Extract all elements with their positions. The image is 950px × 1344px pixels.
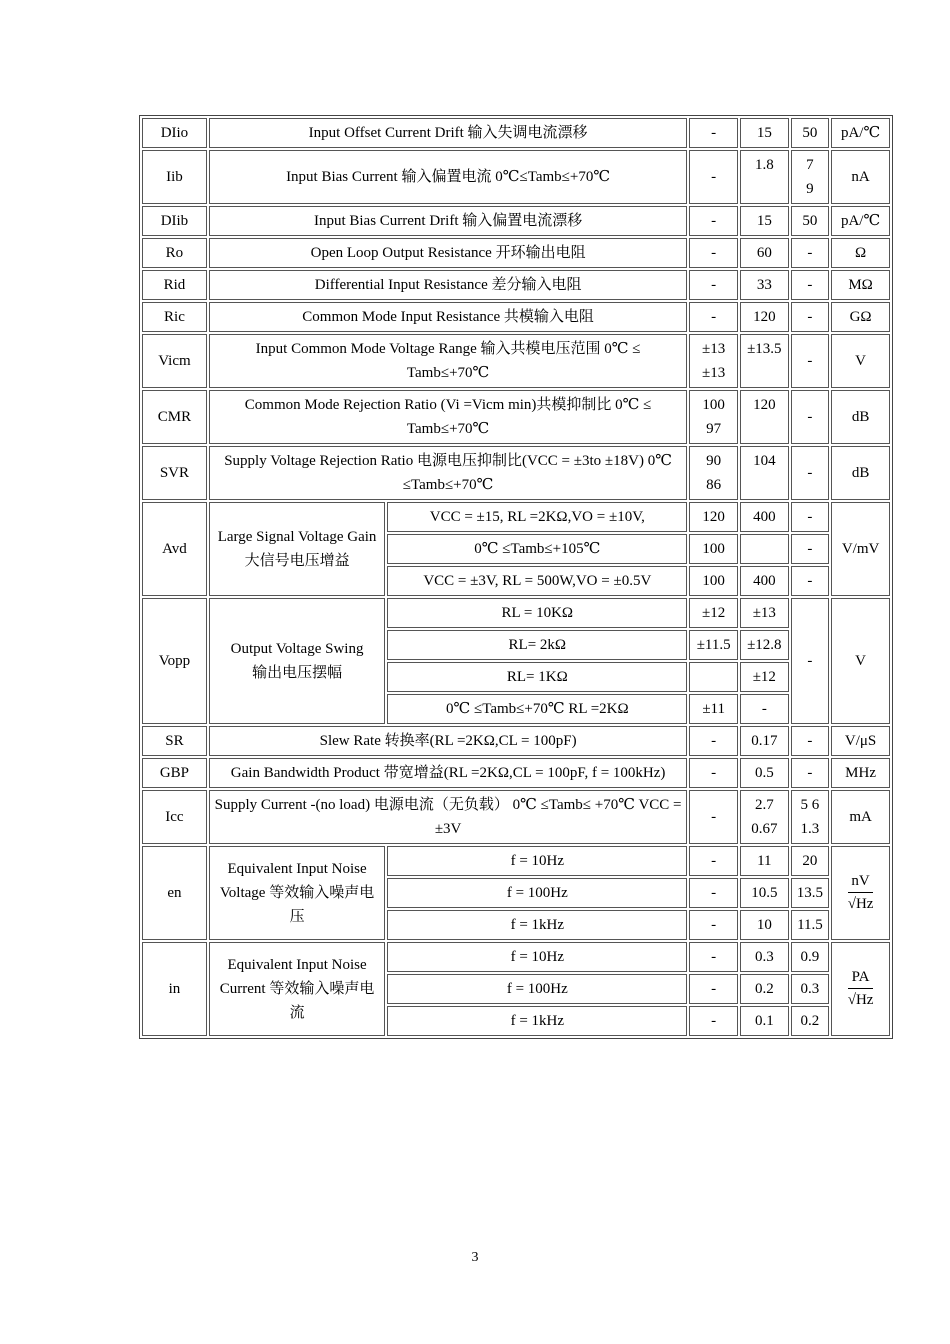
typ-cell: 120 (740, 302, 789, 332)
max-cell: - (791, 446, 830, 500)
symbol-cell: in (142, 942, 207, 1036)
condition-cell: f = 1kHz (387, 1006, 687, 1036)
unit-cell: GΩ (831, 302, 890, 332)
unit-cell: V (831, 598, 890, 724)
max-line-2: 1.3 (800, 821, 820, 837)
min-cell: - (689, 878, 738, 908)
unit-fraction (848, 966, 874, 1011)
table-row (142, 598, 890, 628)
max-cell: 50 (791, 118, 830, 148)
min-cell: - (689, 150, 738, 204)
description-cell: Gain Bandwidth Product 带宽增益(RL =2KΩ,CL = 100pF, f = 100kHz) (209, 758, 687, 788)
typ-cell: 33 (740, 270, 789, 300)
table-row (142, 390, 890, 444)
table-row (142, 118, 890, 148)
table-row (142, 846, 890, 876)
max-cell: - (791, 598, 830, 724)
typ-cell (740, 790, 789, 844)
condition-cell: f = 100Hz (387, 878, 687, 908)
max-line-2: 9 (806, 181, 814, 197)
min-cell (689, 446, 738, 500)
max-cell: 0.3 (791, 974, 830, 1004)
symbol-cell: Ro (142, 238, 207, 268)
typ-cell: - (740, 694, 789, 724)
description-cell: Differential Input Resistance 差分输入电阻 (209, 270, 687, 300)
condition-cell: 0℃ ≤Tamb≤+70℃ RL =2KΩ (387, 694, 687, 724)
min-cell: - (689, 206, 738, 236)
max-cell: - (791, 566, 830, 596)
symbol-cell: en (142, 846, 207, 940)
unit-numerator: nV (848, 870, 874, 893)
typ-cell (740, 390, 789, 444)
typ-cell: ±12 (740, 662, 789, 692)
typ-cell: 60 (740, 238, 789, 268)
min-line-2: 86 (706, 477, 722, 493)
description-cell: Large Signal Voltage Gain 大信号电压增益 (209, 502, 385, 596)
table-row (142, 790, 890, 844)
max-cell (791, 150, 830, 204)
min-cell: - (689, 118, 738, 148)
table-row (142, 206, 890, 236)
typ-cell: ±12.8 (740, 630, 789, 660)
unit-cell: MHz (831, 758, 890, 788)
unit-cell: MΩ (831, 270, 890, 300)
table-row (142, 302, 890, 332)
symbol-cell: Ric (142, 302, 207, 332)
min-cell: - (689, 846, 738, 876)
max-cell: 13.5 (791, 878, 830, 908)
typ-cell: 15 (740, 206, 789, 236)
typ-cell (740, 534, 789, 564)
condition-cell: f = 10Hz (387, 942, 687, 972)
unit-cell: dB (831, 446, 890, 500)
spec-table (139, 115, 893, 1039)
max-line-1: 5 6 (800, 797, 820, 813)
min-cell: - (689, 302, 738, 332)
typ-cell (740, 446, 789, 500)
description-line-2: 输出电压摆幅 (252, 665, 343, 681)
min-line-1: ±13 (702, 341, 726, 357)
min-cell: - (689, 1006, 738, 1036)
typ-line-1: 2.7 (754, 797, 774, 813)
typ-line-2: 0.67 (751, 821, 778, 837)
unit-numerator: PA (848, 966, 874, 989)
typ-cell: 10.5 (740, 878, 789, 908)
table-row (142, 150, 890, 204)
unit-denominator: √Hz (847, 896, 874, 912)
max-cell: - (791, 302, 830, 332)
typ-cell: 10 (740, 910, 789, 940)
min-cell: 100 (689, 534, 738, 564)
typ-value: 120 (753, 397, 776, 413)
max-cell: - (791, 502, 830, 532)
condition-cell: f = 10Hz (387, 846, 687, 876)
symbol-cell: DIio (142, 118, 207, 148)
min-cell (689, 662, 738, 692)
min-cell: 100 (689, 566, 738, 596)
symbol-cell: Iib (142, 150, 207, 204)
symbol-cell: Icc (142, 790, 207, 844)
unit-cell: pA/℃ (831, 118, 890, 148)
max-line-1: 7 (806, 157, 814, 173)
unit-denominator: √Hz (847, 992, 874, 1008)
table-row (142, 502, 890, 532)
table-row (142, 942, 890, 972)
description-cell: Slew Rate 转换率(RL =2KΩ,CL = 100pF) (209, 726, 687, 756)
max-cell: 0.2 (791, 1006, 830, 1036)
max-cell: 11.5 (791, 910, 830, 940)
description-cell: Input Bias Current 输入偏置电流 0℃≤Tamb≤+70℃ (209, 150, 687, 204)
min-cell: - (689, 726, 738, 756)
unit-cell: nA (831, 150, 890, 204)
description-cell: Input Offset Current Drift 输入失调电流漂移 (209, 118, 687, 148)
condition-cell: f = 1kHz (387, 910, 687, 940)
symbol-cell: SVR (142, 446, 207, 500)
typ-cell (740, 334, 789, 388)
unit-cell (831, 942, 890, 1036)
min-line-2: 97 (706, 421, 722, 437)
typ-cell: 400 (740, 502, 789, 532)
typ-cell: 400 (740, 566, 789, 596)
symbol-cell: Vopp (142, 598, 207, 724)
symbol-cell: GBP (142, 758, 207, 788)
unit-fraction (848, 870, 874, 915)
symbol-cell: Rid (142, 270, 207, 300)
description-cell: Common Mode Input Resistance 共模输入电阻 (209, 302, 687, 332)
typ-cell: 15 (740, 118, 789, 148)
unit-cell: mA (831, 790, 890, 844)
condition-cell: VCC = ±15, RL =2KΩ,VO = ±10V, (387, 502, 687, 532)
condition-cell: VCC = ±3V, RL = 500W,VO = ±0.5V (387, 566, 687, 596)
condition-cell: RL= 1KΩ (387, 662, 687, 692)
min-line-1: 90 (706, 453, 722, 469)
min-cell: - (689, 758, 738, 788)
condition-cell: RL= 2kΩ (387, 630, 687, 660)
description-cell: Supply Current -(no load) 电源电流（无负载） 0℃ ≤Tamb≤ +70℃ VCC = ±3V (209, 790, 687, 844)
max-cell: - (791, 238, 830, 268)
max-cell: 50 (791, 206, 830, 236)
min-cell (689, 390, 738, 444)
min-line-1: 100 (702, 397, 725, 413)
min-cell: 120 (689, 502, 738, 532)
condition-cell: RL = 10KΩ (387, 598, 687, 628)
min-cell: - (689, 270, 738, 300)
typ-cell: ±13 (740, 598, 789, 628)
typ-cell (740, 150, 789, 204)
unit-cell (831, 846, 890, 940)
table-row (142, 270, 890, 300)
description-cell: Common Mode Rejection Ratio (Vi =Vicm min)共模抑制比 0℃ ≤ Tamb≤+70℃ (209, 390, 687, 444)
symbol-cell: Vicm (142, 334, 207, 388)
max-cell: - (791, 270, 830, 300)
description-cell: Input Common Mode Voltage Range 输入共模电压范围 0℃ ≤ Tamb≤+70℃ (209, 334, 687, 388)
description-cell (209, 598, 385, 724)
description-line-1: Output Voltage Swing (230, 641, 364, 657)
min-cell: - (689, 974, 738, 1004)
description-cell: Equivalent Input Noise Current 等效输入噪声电流 (209, 942, 385, 1036)
condition-cell: f = 100Hz (387, 974, 687, 1004)
min-cell: ±11.5 (689, 630, 738, 660)
unit-cell: pA/℃ (831, 206, 890, 236)
typ-cell: 0.5 (740, 758, 789, 788)
max-cell: 20 (791, 846, 830, 876)
max-cell: 0.9 (791, 942, 830, 972)
table-row (142, 446, 890, 500)
description-cell: Open Loop Output Resistance 开环输出电阻 (209, 238, 687, 268)
min-cell: - (689, 790, 738, 844)
typ-cell: 0.1 (740, 1006, 789, 1036)
symbol-cell: SR (142, 726, 207, 756)
typ-value: ±13.5 (747, 341, 782, 357)
min-line-2: ±13 (702, 365, 726, 381)
typ-cell: 0.17 (740, 726, 789, 756)
table-row (142, 726, 890, 756)
max-cell: - (791, 534, 830, 564)
table-row (142, 238, 890, 268)
unit-cell: V/μS (831, 726, 890, 756)
unit-cell: Ω (831, 238, 890, 268)
unit-cell: V (831, 334, 890, 388)
max-cell: - (791, 334, 830, 388)
min-cell: ±11 (689, 694, 738, 724)
condition-cell: 0℃ ≤Tamb≤+105℃ (387, 534, 687, 564)
table-row (142, 758, 890, 788)
max-cell (791, 790, 830, 844)
typ-value: 1.8 (754, 157, 774, 173)
max-cell: - (791, 390, 830, 444)
typ-cell: 0.3 (740, 942, 789, 972)
typ-cell: 0.2 (740, 974, 789, 1004)
table-row (142, 334, 890, 388)
description-cell: Input Bias Current Drift 输入偏置电流漂移 (209, 206, 687, 236)
description-cell: Equivalent Input Noise Voltage 等效输入噪声电压 (209, 846, 385, 940)
typ-value: 104 (753, 453, 776, 469)
description-cell: Supply Voltage Rejection Ratio 电源电压抑制比(VCC = ±3to ±18V) 0℃ ≤Tamb≤+70℃ (209, 446, 687, 500)
symbol-cell: CMR (142, 390, 207, 444)
max-cell: - (791, 758, 830, 788)
page-number: 3 (471, 1250, 479, 1265)
min-cell: - (689, 942, 738, 972)
min-cell: ±12 (689, 598, 738, 628)
typ-cell: 11 (740, 846, 789, 876)
symbol-cell: DIib (142, 206, 207, 236)
min-cell: - (689, 910, 738, 940)
unit-cell: V/mV (831, 502, 890, 596)
min-cell (689, 334, 738, 388)
min-cell: - (689, 238, 738, 268)
max-cell: - (791, 726, 830, 756)
unit-cell: dB (831, 390, 890, 444)
symbol-cell: Avd (142, 502, 207, 596)
